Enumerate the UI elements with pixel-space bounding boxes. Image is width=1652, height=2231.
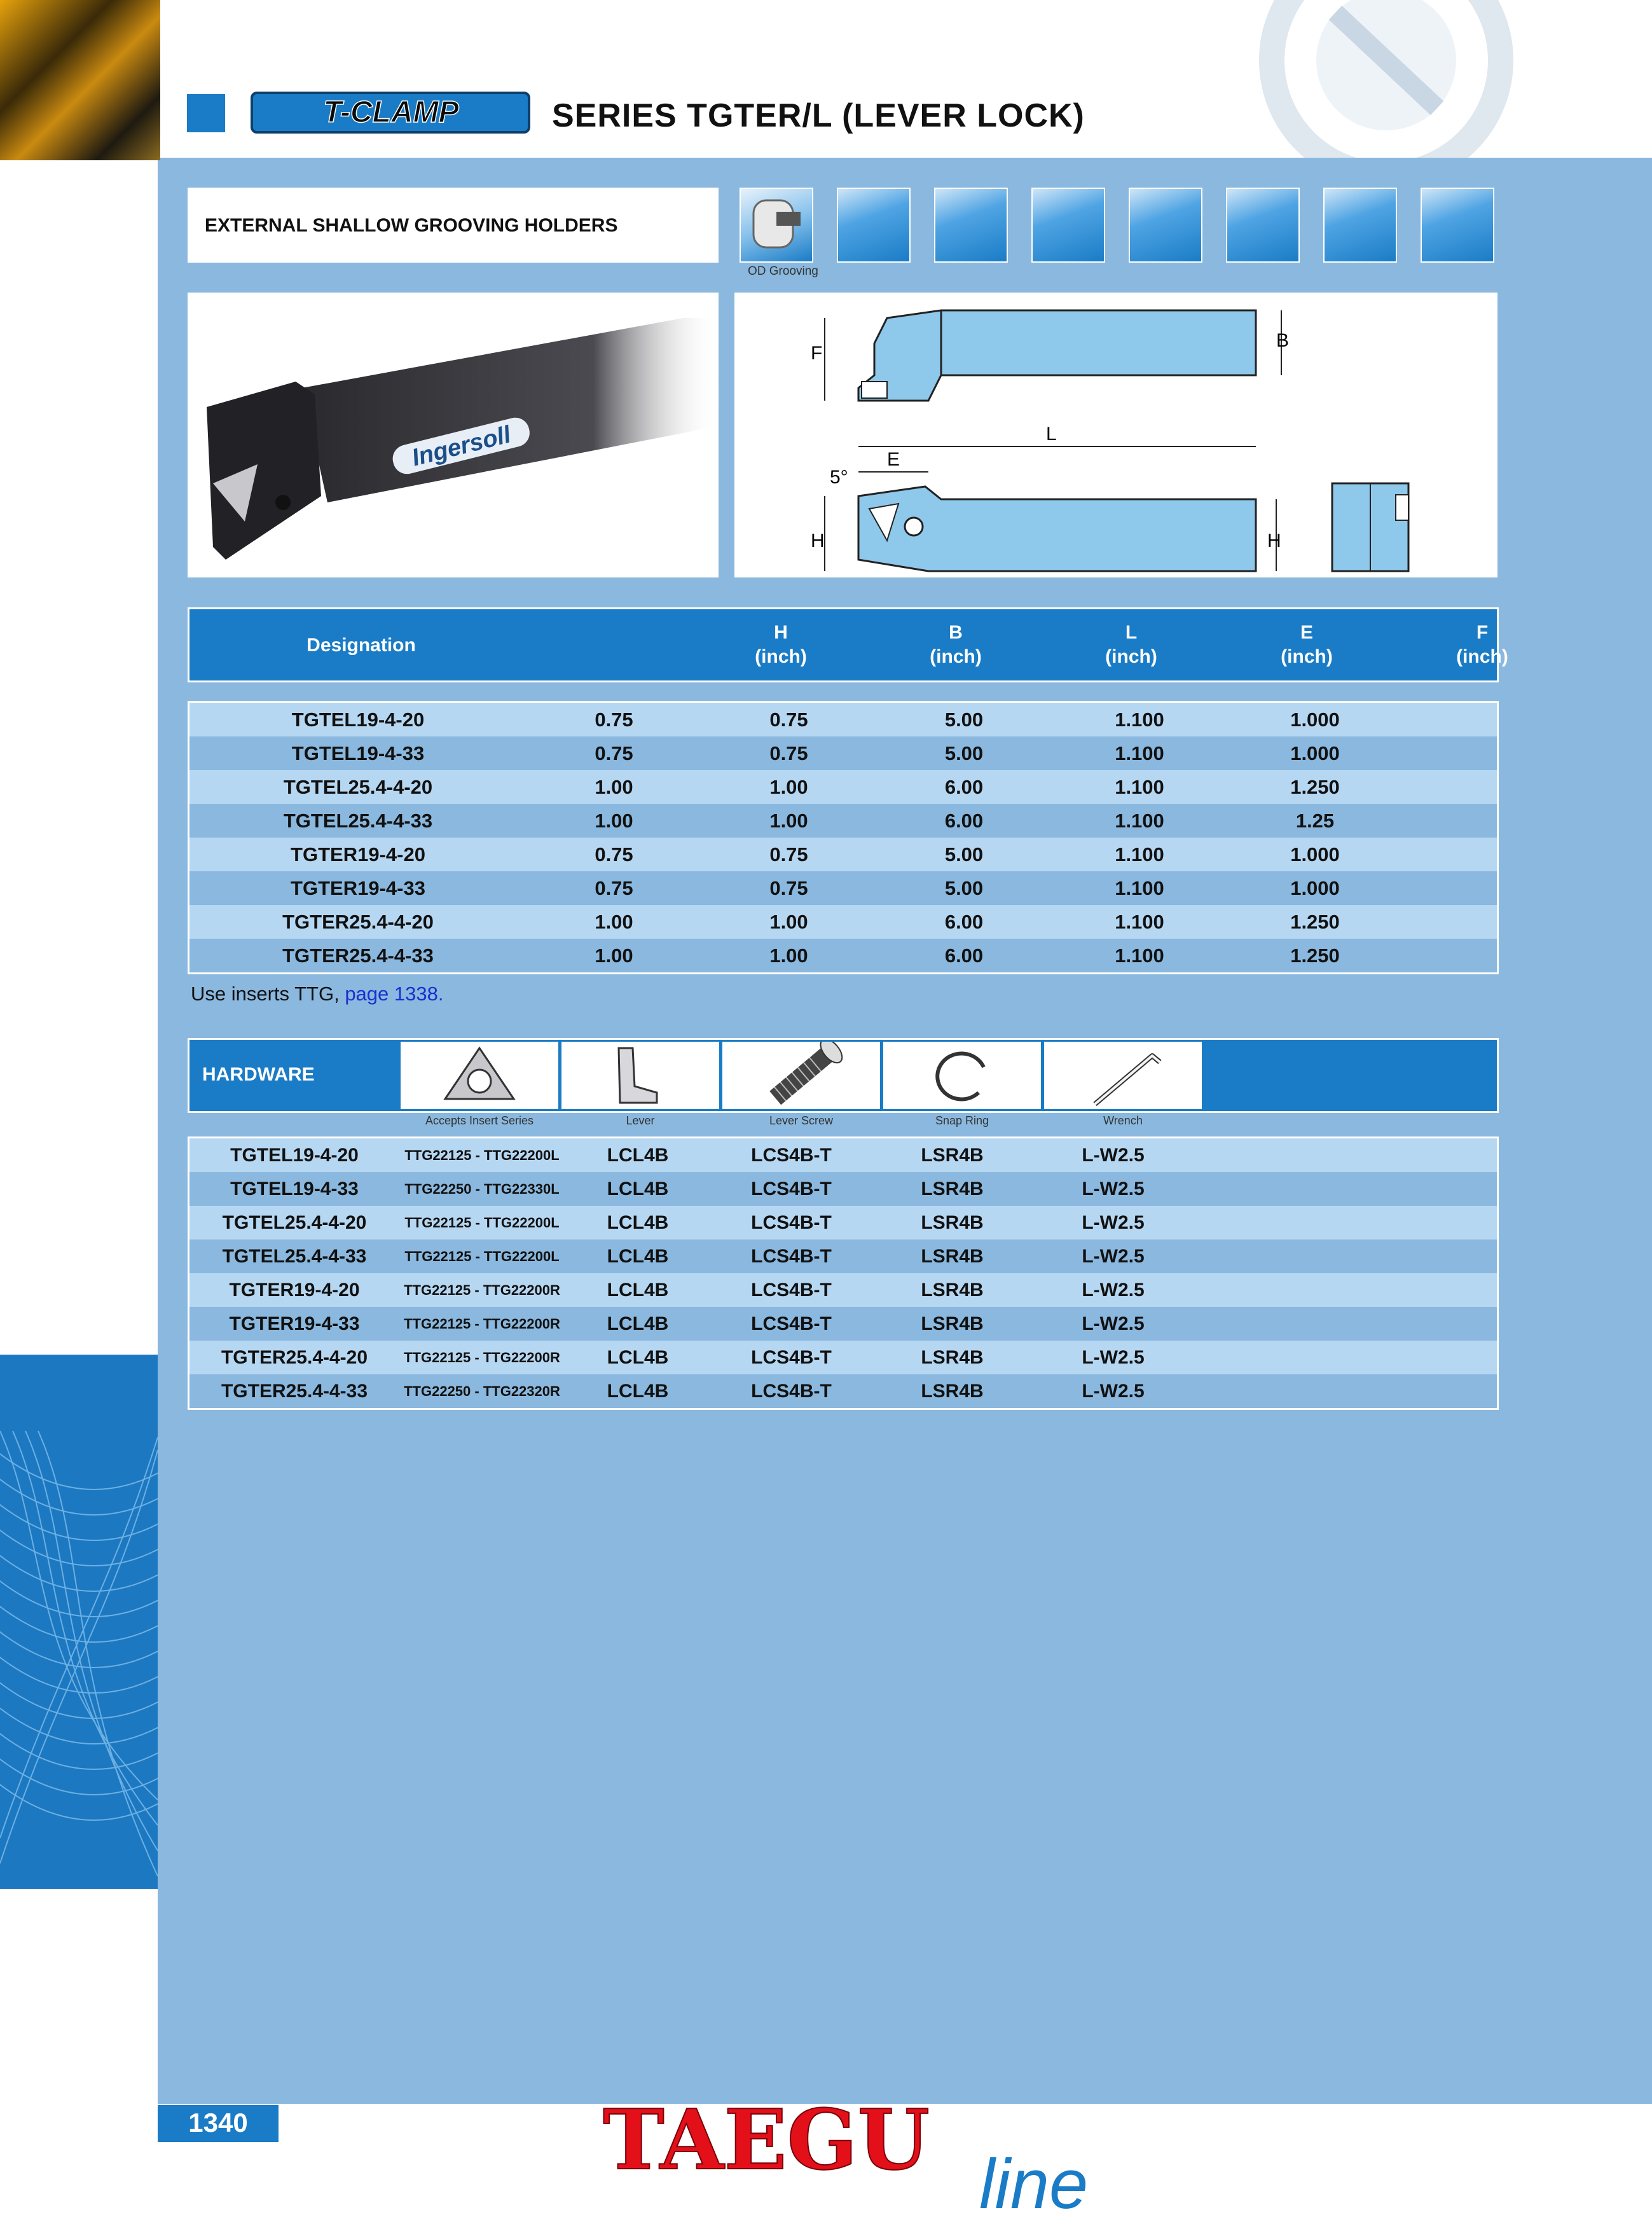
cell-lever: LCL4B [607, 1380, 669, 1402]
cell-e: 1.100 [1115, 708, 1164, 731]
cell-designation: TGTEL19-4-33 [291, 742, 425, 764]
cell-f: 1.000 [1290, 843, 1340, 866]
ingersoll-brand-label: Ingersoll [409, 421, 514, 472]
cell-snap-ring: LSR4B [921, 1313, 984, 1334]
decorative-wave-stripe [0, 1355, 158, 1889]
column-header-designation: Designation [306, 635, 416, 656]
cell-lever: LCL4B [607, 1279, 669, 1301]
cell-f: 1.250 [1290, 910, 1340, 933]
cell-designation: TGTER19-4-20 [291, 843, 425, 866]
label-e: E [887, 449, 900, 470]
note-text: Use inserts TTG, [191, 983, 345, 1005]
cell-e: 1.100 [1115, 910, 1164, 933]
cell-insert-series: TTG22250 - TTG22330L [404, 1180, 560, 1197]
race-car-photo [0, 0, 160, 160]
cell-l: 6.00 [944, 809, 984, 832]
cell-h: 1.00 [595, 944, 633, 967]
cell-designation: TGTEL19-4-33 [230, 1178, 359, 1199]
label-f: F [811, 343, 823, 364]
t-clamp-logo [248, 89, 534, 137]
application-tile [934, 188, 1008, 263]
label-b: B [1276, 330, 1290, 351]
brand-main: TAEGU [603, 2099, 930, 2188]
cell-h: 0.75 [595, 742, 633, 764]
table-row [189, 1341, 1497, 1374]
cell-insert-series: TTG22125 - TTG22200L [404, 1214, 560, 1231]
cell-wrench: L-W2.5 [1082, 1144, 1145, 1166]
cell-h: 1.00 [595, 910, 633, 933]
cell-wrench: L-W2.5 [1082, 1245, 1145, 1267]
cell-designation: TGTEL25.4-4-20 [222, 1212, 367, 1233]
lever-icon [561, 1042, 719, 1109]
decorative-circles [1259, 0, 1652, 158]
column-header-h: H (inch) [755, 622, 807, 667]
cell-insert-series: TTG22125 - TTG22200L [404, 1248, 560, 1264]
table-row [189, 703, 1497, 736]
cell-snap-ring: LSR4B [921, 1212, 984, 1233]
table-row [189, 838, 1497, 871]
label-l: L [1046, 424, 1057, 445]
cell-snap-ring: LSR4B [921, 1144, 984, 1166]
brand-sub: line [979, 2145, 1089, 2223]
table-row [189, 1374, 1497, 1408]
cell-f: 1.000 [1290, 876, 1340, 899]
cell-e: 1.100 [1115, 843, 1164, 866]
cell-b: 0.75 [769, 843, 808, 866]
cell-snap-ring: LSR4B [921, 1346, 984, 1368]
cell-b: 1.00 [769, 809, 808, 832]
technical-drawing [734, 293, 1497, 577]
hardware-title: HARDWARE [202, 1064, 315, 1085]
cell-designation: TGTER25.4-4-20 [282, 910, 434, 933]
caption-lever: Lever [626, 1114, 655, 1127]
page-title: SERIES TGTER/L (LEVER LOCK) [552, 97, 1085, 134]
cell-insert-series: TTG22250 - TTG22320R [404, 1383, 560, 1399]
cell-lever: LCL4B [607, 1144, 669, 1166]
application-tile [1323, 188, 1397, 263]
table-row [189, 939, 1497, 972]
application-tile [1129, 188, 1202, 263]
caption-insert-series: Accepts Insert Series [425, 1114, 534, 1127]
label-angle: 5° [830, 467, 848, 488]
cell-lever-screw: LCS4B-T [751, 1212, 832, 1233]
cell-wrench: L-W2.5 [1082, 1279, 1145, 1301]
cell-l: 6.00 [944, 910, 984, 933]
snap-ring-icon [883, 1042, 1041, 1109]
table-row [189, 1307, 1497, 1341]
table-row [189, 1240, 1497, 1273]
cell-lever-screw: LCS4B-T [751, 1346, 832, 1368]
cell-h: 0.75 [595, 876, 633, 899]
cell-snap-ring: LSR4B [921, 1245, 984, 1267]
column-header-b: B (inch) [930, 622, 982, 667]
hardware-table [188, 1136, 1499, 1410]
cell-h: 0.75 [595, 843, 633, 866]
cell-lever-screw: LCS4B-T [751, 1144, 832, 1166]
cell-lever-screw: LCS4B-T [751, 1313, 832, 1334]
wrench-icon [1044, 1042, 1202, 1109]
cell-b: 0.75 [769, 876, 808, 899]
caption-wrench: Wrench [1103, 1114, 1143, 1127]
column-header-f: F (inch) [1456, 622, 1508, 667]
cell-designation: TGTEL25.4-4-33 [283, 809, 433, 832]
cell-wrench: L-W2.5 [1082, 1346, 1145, 1368]
cell-designation: TGTEL19-4-20 [291, 708, 425, 731]
table-row [189, 871, 1497, 905]
cell-h: 1.00 [595, 775, 633, 798]
cell-designation: TGTER19-4-33 [291, 876, 425, 899]
cell-lever: LCL4B [607, 1346, 669, 1368]
cell-wrench: L-W2.5 [1082, 1212, 1145, 1233]
label-h-right: H [1267, 530, 1281, 551]
column-header-l: L (inch) [1105, 622, 1157, 667]
table-row [189, 1206, 1497, 1240]
cell-e: 1.100 [1115, 944, 1164, 967]
cell-e: 1.100 [1115, 775, 1164, 798]
cell-b: 1.00 [769, 775, 808, 798]
cell-lever-screw: LCS4B-T [751, 1245, 832, 1267]
cell-designation: TGTEL25.4-4-20 [283, 775, 433, 798]
product-photo [188, 293, 719, 577]
category-label: EXTERNAL SHALLOW GROOVING HOLDERS [205, 215, 618, 236]
cell-insert-series: TTG22125 - TTG22200R [404, 1281, 560, 1298]
cell-lever: LCL4B [607, 1245, 669, 1267]
cell-designation: TGTEL25.4-4-33 [222, 1245, 367, 1267]
cell-snap-ring: LSR4B [921, 1380, 984, 1402]
cell-h: 1.00 [595, 809, 633, 832]
table-row [189, 1138, 1497, 1172]
cell-e: 1.100 [1115, 876, 1164, 899]
table-row [189, 905, 1497, 939]
cell-h: 0.75 [595, 708, 633, 731]
table-row [189, 1273, 1497, 1307]
cell-designation: TGTER19-4-33 [229, 1313, 360, 1334]
cell-e: 1.100 [1115, 809, 1164, 832]
od-grooving-icon [740, 188, 813, 263]
application-tile [1226, 188, 1300, 263]
insert-note [191, 983, 443, 1005]
cell-designation: TGTER25.4-4-20 [221, 1346, 368, 1368]
cell-lever: LCL4B [607, 1178, 669, 1199]
cell-snap-ring: LSR4B [921, 1279, 984, 1301]
cell-f: 1.25 [1295, 809, 1335, 832]
table-row [189, 1172, 1497, 1206]
cell-e: 1.100 [1115, 742, 1164, 764]
cell-insert-series: TTG22125 - TTG22200L [404, 1147, 560, 1163]
cell-lever-screw: LCS4B-T [751, 1380, 832, 1402]
cell-wrench: L-W2.5 [1082, 1313, 1145, 1334]
cell-b: 1.00 [769, 944, 808, 967]
application-tile [1421, 188, 1494, 263]
cell-lever: LCL4B [607, 1212, 669, 1233]
cell-b: 1.00 [769, 910, 808, 933]
cell-designation: TGTER25.4-4-33 [282, 944, 434, 967]
page-link[interactable]: page 1338. [345, 983, 444, 1005]
cell-l: 5.00 [944, 843, 984, 866]
cell-snap-ring: LSR4B [921, 1178, 984, 1199]
column-header-e: E (inch) [1281, 622, 1333, 667]
cell-l: 6.00 [944, 944, 984, 967]
table-row [189, 804, 1497, 838]
cell-f: 1.250 [1290, 944, 1340, 967]
cell-f: 1.000 [1290, 742, 1340, 764]
cell-insert-series: TTG22125 - TTG22200R [404, 1349, 560, 1365]
taegutec-logo [598, 2099, 1202, 2226]
cell-lever-screw: LCS4B-T [751, 1178, 832, 1199]
logo-text: T-CLAMP [323, 95, 459, 129]
spec-table-header [188, 607, 1508, 682]
cell-f: 1.250 [1290, 775, 1340, 798]
cell-designation: TGTEL19-4-20 [230, 1144, 359, 1166]
cell-insert-series: TTG22125 - TTG22200R [404, 1315, 560, 1332]
cell-l: 5.00 [944, 742, 984, 764]
spec-table [188, 701, 1499, 974]
caption-snap-ring: Snap Ring [935, 1114, 989, 1127]
cell-wrench: L-W2.5 [1082, 1178, 1145, 1199]
cell-designation: TGTER19-4-20 [229, 1279, 360, 1301]
label-h-left: H [811, 530, 825, 551]
cell-l: 5.00 [944, 876, 984, 899]
cell-b: 0.75 [769, 708, 808, 731]
application-tile [1031, 188, 1105, 263]
application-tile [837, 188, 911, 263]
table-row [189, 770, 1497, 804]
cell-wrench: L-W2.5 [1082, 1380, 1145, 1402]
cell-l: 6.00 [944, 775, 984, 798]
table-row [189, 736, 1497, 770]
application-caption: OD Grooving [748, 265, 818, 278]
lever-screw-icon [722, 1042, 880, 1109]
cell-lever-screw: LCS4B-T [751, 1279, 832, 1301]
cell-b: 0.75 [769, 742, 808, 764]
cell-l: 5.00 [944, 708, 984, 731]
insert-icon [401, 1042, 558, 1109]
cell-lever: LCL4B [607, 1313, 669, 1334]
cell-designation: TGTER25.4-4-33 [221, 1380, 368, 1402]
page-number: 1340 [188, 2108, 248, 2138]
header-marker [187, 94, 225, 132]
caption-lever-screw: Lever Screw [769, 1114, 834, 1127]
cell-f: 1.000 [1290, 708, 1340, 731]
